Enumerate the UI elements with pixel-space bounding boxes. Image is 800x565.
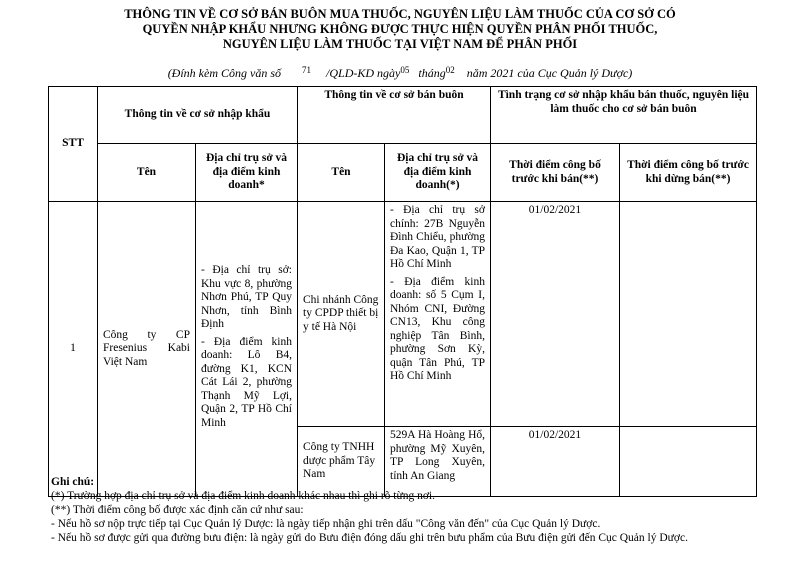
wholesale-info-table [48,86,757,497]
note-3: - Nếu hồ sơ nộp trực tiếp tại Cục Quản lý Dược: là ngày tiếp nhận ghi trên dấu "Công văn đến" của Cục Quản lý Dược. [51,518,601,530]
announce-stop-date [620,202,757,427]
importer-address-business: - Địa điểm kinh doanh: Lô B4, đường K1, KCN Cát Lái 2, phường Thạnh Mỹ Lợi, Quận 2, TP Hồ Chí Minh [201,335,292,429]
subtitle-prefix: (Đính kèm Công văn số [167,66,282,80]
wholesaler-name: Công ty TNHH dược phẩm Tây Nam [298,427,385,497]
dispatch-day: 05 [400,65,410,75]
wholesaler-address-head-office: - Địa chỉ trụ sở chính: 27B Nguyễn Đình Chiểu, phường Đa Kao, Quận 1, TP Hồ Chí Minh [390,204,485,270]
header-status: Tình trạng cơ sở nhập khẩu bán thuốc, nguyên liệu làm thuốc cho cơ sở bán buôn [491,87,757,144]
document-title [0,7,800,52]
wholesaler-address-business: - Địa điểm kinh doanh: số 5 Cụm I, Nhóm CNI, Đường CN13, Khu công nghiệp Tân Bình, phường Sơn Kỳ, quận Tân Phú, TP Hồ Chí Minh [390,275,485,382]
row-stt: 1 [49,202,98,497]
announce-start-date: 01/02/2021 [491,427,620,497]
title-line-2: QUYỀN NHẬP KHẨU NHƯNG KHÔNG ĐƯỢC THỰC HIỆN QUYỀN PHÂN PHỐI THUỐC, [142,22,658,36]
header-wholesaler-name: Tên [298,144,385,202]
header-importer-address: Địa chỉ trụ sở và địa điểm kinh doanh* [196,144,298,202]
notes-section [51,475,771,545]
subtitle-mid-1: /QLD-KD ngày [326,66,401,80]
importer-address-head-office: - Địa chỉ trụ sở: Khu vực 8, phường Nhơn Phú, TP Quy Nhơn, tỉnh Bình Định [201,264,292,330]
header-announce-stop: Thời điểm công bố trước khi dừng bán(**) [620,144,757,202]
dispatch-number: 71 [302,65,312,75]
header-announce-start: Thời điểm công bố trước khi bán(**) [491,144,620,202]
document-subtitle [0,66,800,81]
title-line-3: NGUYÊN LIỆU LÀM THUỐC TẠI VIỆT NAM ĐỂ PHÂN PHỐI [222,37,578,51]
importer-name: Công ty CP Fresenius Kabi Việt Nam [98,202,196,497]
wholesaler-address: 529A Hà Hoàng Hổ, phường Mỹ Xuyên, TP Long Xuyên, tỉnh An Giang [385,427,491,497]
dispatch-month: 02 [445,65,455,75]
announce-start-date: 01/02/2021 [491,202,620,427]
header-wholesaler-address: Địa chỉ trụ sở và địa điểm kinh doanh(*) [385,144,491,202]
table-row [49,202,757,427]
importer-address [196,202,298,497]
header-importer-name: Tên [98,144,196,202]
header-wholesaler: Thông tin về cơ sở bán buôn [298,87,491,144]
header-importer: Thông tin về cơ sở nhập khẩu [98,87,298,144]
header-stt: STT [49,87,98,202]
wholesaler-address [385,202,491,427]
subtitle-suffix: năm 2021 của Cục Quản lý Dược) [466,66,633,80]
subtitle-mid-2: tháng [418,66,446,80]
note-1: (*) Trường hợp địa chỉ trụ sở và địa điểm kinh doanh khác nhau thì ghi rõ từng nơi. [51,490,435,502]
wholesaler-name: Chi nhánh Công ty CPDP thiết bị y tế Hà Nội [298,202,385,427]
note-2: (**) Thời điểm công bố được xác định căn cứ như sau: [51,504,304,516]
note-4: - Nếu hồ sơ được gửi qua đường bưu điện: là ngày gửi do Bưu điện đóng dấu ghi trên bưu phẩm của Bưu điện gửi đến Cục Quản lý Dược. [51,532,688,544]
notes-heading: Ghi chú: [51,476,95,488]
title-line-1: THÔNG TIN VỀ CƠ SỞ BÁN BUÔN MUA THUỐC, NGUYÊN LIỆU LÀM THUỐC CỦA CƠ SỞ CÓ [124,7,676,21]
